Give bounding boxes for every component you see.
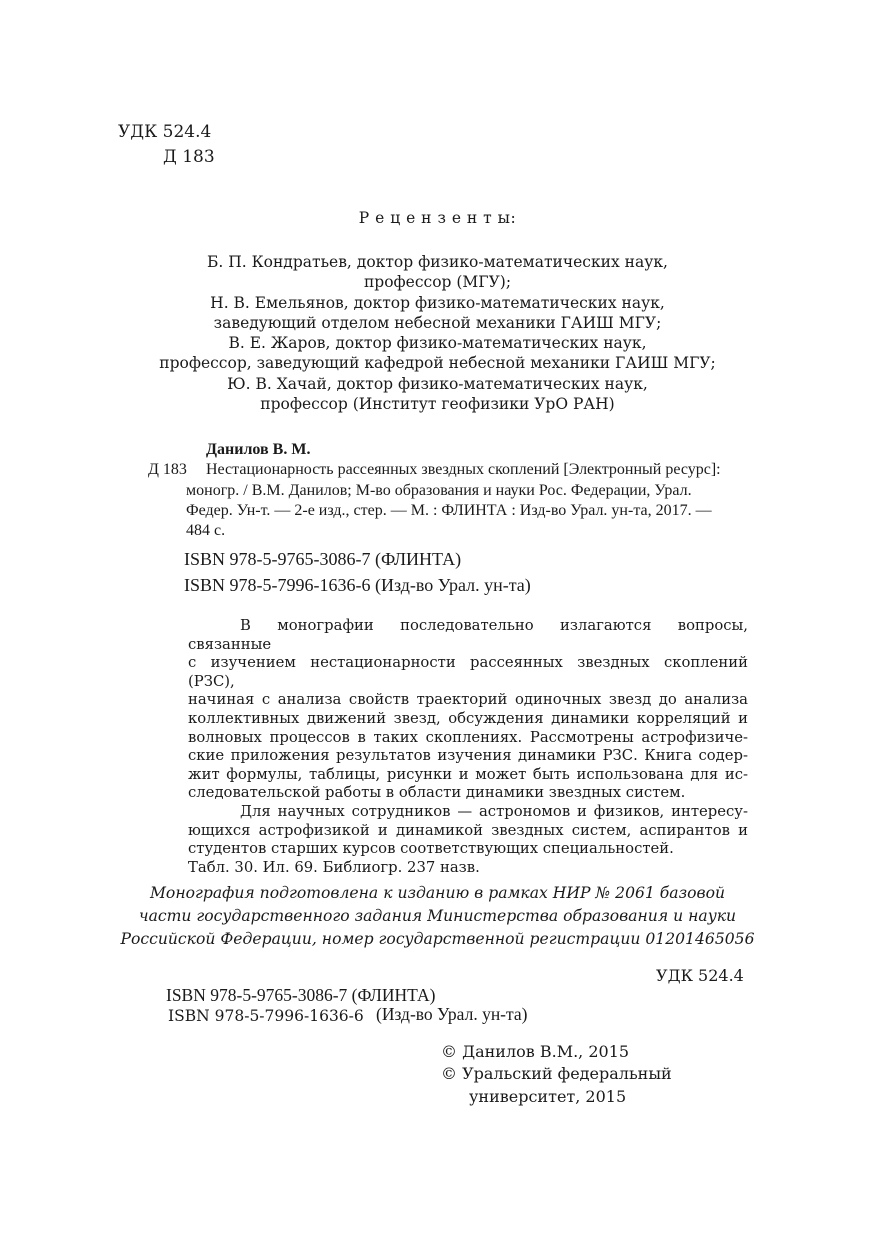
reviewers-title: Р е ц е н з е н т ы: [358, 209, 517, 227]
reviewer-line: заведующий отделом небесной механики ГАИШ МГУ; [213, 313, 662, 332]
abstract-line: коллективных движений звезд, обсуждения динамики корреляций и [188, 709, 748, 727]
udk-code: УДК 524.4 [118, 122, 212, 142]
abstract-line: жит формулы, таблицы, рисунки и может быть использована для ис- [188, 765, 748, 783]
abstract-line: с изучением нестационарности рассеянных звездных скоплений (РЗС), [188, 654, 748, 690]
footer-isbn-ural-publisher: (Изд-во Урал. ун-та) [376, 1004, 528, 1024]
isbn-flinta: ISBN 978-5-9765-3086-7 (ФЛИНТА) [184, 549, 462, 569]
reviewer-line: Н. В. Емельянов, доктор физико-математических наук, [210, 293, 665, 312]
funding-note-line: Монография подготовлена к изданию в рамках НИР № 2061 базовой [149, 884, 726, 902]
footer-udk: УДК 524.4 [656, 966, 744, 985]
abstract [188, 617, 748, 877]
bib-line-1: Нестационарность рассеянных звездных скоплений [Электронный ресурс]: [206, 461, 721, 478]
reviewer-line: профессор (Институт геофизики УрО РАН) [260, 395, 615, 414]
copyright-university-cont: университет, 2015 [469, 1087, 627, 1106]
footer-isbn-flinta: ISBN 978-5-9765-3086-7 (ФЛИНТА) [166, 985, 436, 1005]
abstract-line: В монографии последовательно излагаются вопросы, связанные [188, 617, 748, 653]
reviewers-list [150, 252, 725, 414]
bbk-code: Д 183 [163, 147, 215, 167]
isbn-ural: ISBN 978-5-7996-1636-6 (Изд-во Урал. ун-та) [184, 575, 531, 595]
abstract-stats: Табл. 30. Ил. 69. Библиогр. 237 назв. [188, 858, 480, 876]
reviewer-line: профессор (МГУ); [363, 273, 512, 292]
abstract-line: студентов старших курсов соответствующих специальностей. [188, 840, 674, 858]
abstract-line: начиная с анализа свойств траекторий одиночных звезд до анализа [188, 691, 748, 709]
abstract-line: ющихся астрофизикой и динамикой звездных систем, аспирантов и [188, 821, 748, 839]
bib-line-2: моногр. / В.М. Данилов; М-во образования и науки Рос. Федерации, Урал. [186, 482, 692, 499]
copyright-author: © Данилов В.М., 2015 [441, 1042, 630, 1061]
reviewer-line: профессор, заведующий кафедрой небесной механики ГАИШ МГУ; [159, 354, 716, 373]
footer-isbn-ural: ISBN 978-5-7996-1636-6 [168, 1007, 364, 1025]
bib-code: Д 183 [148, 461, 187, 478]
funding-note-line: Российской Федерации, номер государственной регистрации 01201465056 [120, 930, 755, 948]
bib-line-3: Федер. Ун-т. — 2-е изд., стер. — М. : ФЛИНТА : Изд-во Урал. ун-та, 2017. — [186, 502, 712, 519]
reviewer-line: Ю. В. Хачай, доктор физико-математических наук, [227, 374, 648, 393]
copyright-university: © Уральский федеральный [441, 1064, 672, 1083]
abstract-line: следовательской работы в области динамики звездных систем. [188, 784, 686, 802]
abstract-line: Для научных сотрудников — астрономов и физиков, интересу- [240, 802, 748, 820]
author-name: Данилов В. М. [206, 441, 311, 458]
funding-note-line: части государственного задания Министерства образования и науки [138, 907, 737, 925]
reviewer-line: Б. П. Кондратьев, доктор физико-математических наук, [207, 253, 668, 271]
bib-line-4: 484 с. [186, 522, 226, 539]
abstract-line: ские приложения результатов изучения динамики РЗС. Книга содер- [188, 747, 748, 765]
abstract-line: волновых процессов в таких скоплениях. Рассмотрены астрофизиче- [188, 728, 748, 746]
reviewer-line: В. Е. Жаров, доктор физико-математических наук, [228, 334, 647, 353]
